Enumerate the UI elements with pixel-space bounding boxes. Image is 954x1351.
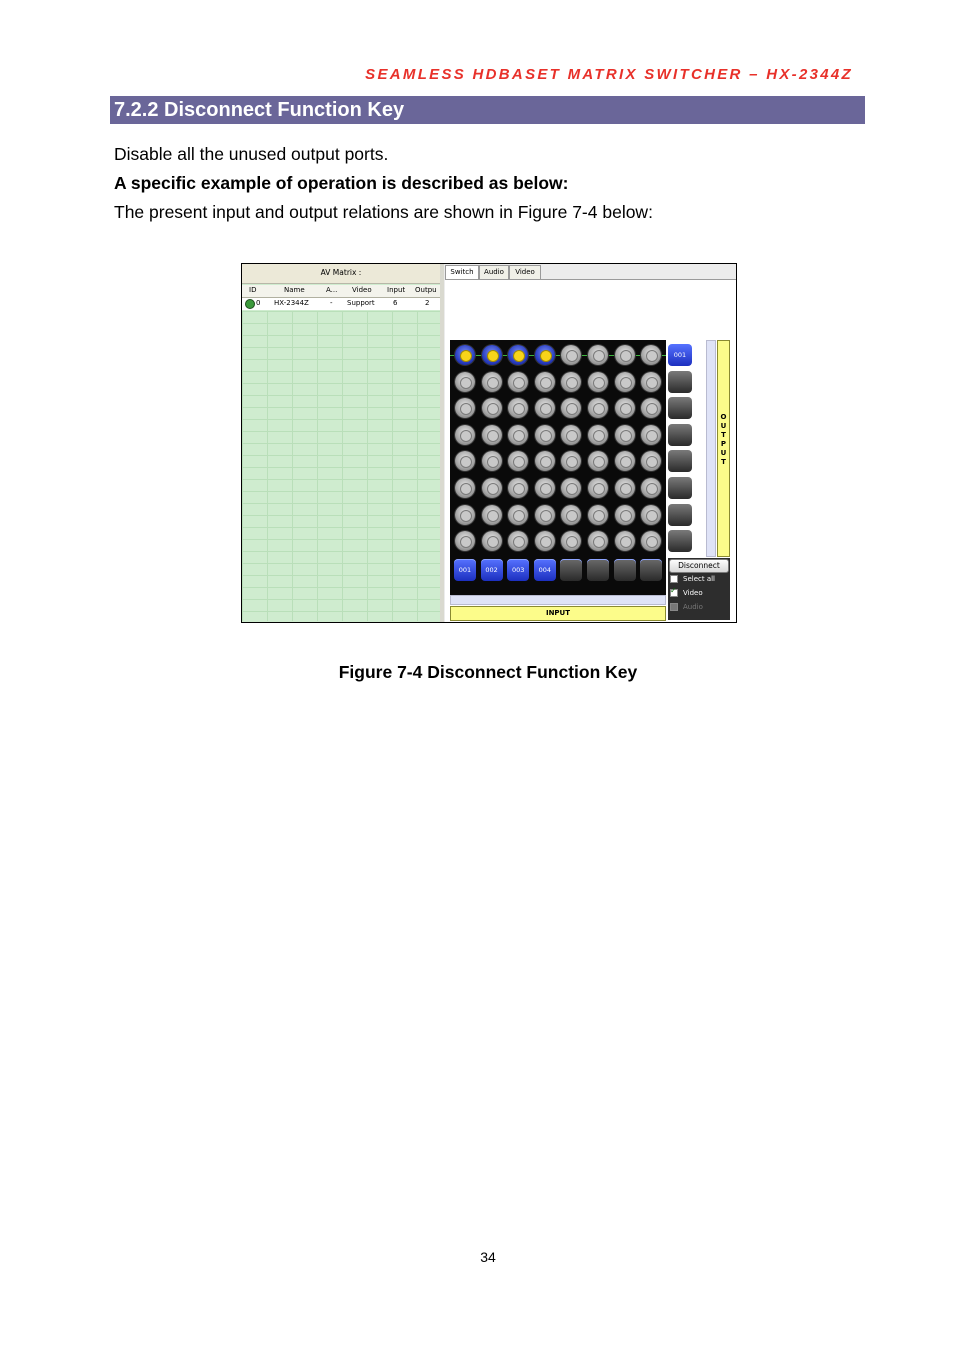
input-port-button[interactable]: 001: [454, 559, 476, 581]
crosspoint-button[interactable]: [482, 478, 502, 498]
output-port-button[interactable]: [668, 424, 692, 446]
crosspoint-button[interactable]: [535, 531, 555, 551]
crosspoint-button[interactable]: [455, 478, 475, 498]
crosspoint-button[interactable]: [482, 505, 502, 525]
cell-id: 0: [256, 299, 261, 307]
crosspoint-button[interactable]: [615, 372, 635, 392]
output-port-button[interactable]: 001: [668, 344, 692, 366]
output-port-button[interactable]: [668, 371, 692, 393]
crosspoint-button[interactable]: [455, 372, 475, 392]
crosspoint-button[interactable]: [508, 531, 528, 551]
column-header[interactable]: Video: [352, 286, 372, 294]
crosspoint-button[interactable]: [482, 425, 502, 445]
output-label-letter: P: [720, 440, 727, 448]
output-label-letter: U: [720, 422, 727, 430]
crosspoint-button[interactable]: [641, 398, 661, 418]
crosspoint-button[interactable]: [508, 398, 528, 418]
crosspoint-button[interactable]: [561, 372, 581, 392]
crosspoint-button-active[interactable]: [455, 345, 475, 365]
output-port-button[interactable]: [668, 450, 692, 472]
crosspoint-button-active[interactable]: [508, 345, 528, 365]
tab-audio[interactable]: Audio: [479, 265, 509, 279]
body-paragraph-bold: A specific example of operation is described as below:: [114, 173, 569, 193]
status-icon: [245, 299, 255, 309]
video-checkbox[interactable]: ✓Video: [670, 589, 703, 597]
panel-title: AV Matrix :: [242, 264, 440, 284]
output-label-letter: O: [720, 413, 727, 421]
panel-splitter[interactable]: [440, 264, 444, 622]
table-header: [242, 285, 440, 298]
cell-input: 6: [393, 299, 398, 307]
column-header[interactable]: A...: [326, 286, 338, 294]
output-label-letter: T: [721, 431, 726, 439]
crosspoint-button[interactable]: [508, 425, 528, 445]
input-port-button[interactable]: [614, 559, 636, 581]
column-header[interactable]: Outpu: [415, 286, 437, 294]
crosspoint-button[interactable]: [482, 531, 502, 551]
input-axis-label: INPUT: [450, 606, 666, 621]
crosspoint-button-active[interactable]: [482, 345, 502, 365]
crosspoint-button[interactable]: [455, 451, 475, 471]
crosspoint-button[interactable]: [561, 451, 581, 471]
table-grid: [242, 311, 440, 621]
output-port-button[interactable]: [668, 530, 692, 552]
output-port-button[interactable]: [668, 504, 692, 526]
crosspoint-button[interactable]: [641, 451, 661, 471]
software-screenshot-figure: [241, 263, 737, 623]
input-port-button[interactable]: [587, 559, 609, 581]
table-row[interactable]: [242, 298, 440, 310]
crosspoint-button[interactable]: [588, 478, 608, 498]
crosspoint-button[interactable]: [641, 372, 661, 392]
crosspoint-button[interactable]: [561, 478, 581, 498]
crosspoint-button-active[interactable]: [535, 345, 555, 365]
crosspoint-button[interactable]: [508, 505, 528, 525]
column-header[interactable]: Input: [387, 286, 406, 294]
crosspoint-button[interactable]: [561, 398, 581, 418]
page-number: 34: [480, 1249, 496, 1265]
output-label-letter: U: [720, 449, 727, 457]
crosspoint-button[interactable]: [561, 505, 581, 525]
crosspoint-button[interactable]: [588, 425, 608, 445]
control-panel: [668, 558, 730, 620]
crosspoint-button[interactable]: [508, 372, 528, 392]
disconnect-button[interactable]: Disconnect: [669, 559, 729, 573]
output-label-letter: T: [721, 458, 726, 466]
cell-output: 2: [425, 299, 430, 307]
crosspoint-button[interactable]: [615, 398, 635, 418]
crosspoint-button[interactable]: [535, 478, 555, 498]
tab-video[interactable]: Video: [509, 265, 541, 279]
crosspoint-button[interactable]: [588, 451, 608, 471]
crosspoint-button[interactable]: [508, 478, 528, 498]
crosspoint-button[interactable]: [588, 398, 608, 418]
section-heading: 7.2.2 Disconnect Function Key: [110, 96, 865, 124]
column-header[interactable]: ID: [249, 286, 257, 294]
crosspoint-button[interactable]: [455, 531, 475, 551]
switch-matrix: [450, 340, 666, 595]
cell-name: HX-2344Z: [274, 299, 309, 307]
input-port-button[interactable]: [640, 559, 662, 581]
crosspoint-button[interactable]: [615, 425, 635, 445]
crosspoint-button[interactable]: [535, 425, 555, 445]
crosspoint-button[interactable]: [615, 345, 635, 365]
cell-video: Support: [347, 299, 375, 307]
crosspoint-button[interactable]: [482, 398, 502, 418]
cell-a: -: [330, 299, 333, 307]
crosspoint-button[interactable]: [615, 531, 635, 551]
crosspoint-button[interactable]: [535, 398, 555, 418]
crosspoint-button[interactable]: [641, 425, 661, 445]
input-port-button[interactable]: [560, 559, 582, 581]
crosspoint-button[interactable]: [482, 451, 502, 471]
crosspoint-button[interactable]: [561, 345, 581, 365]
tab-switch[interactable]: Switch: [445, 265, 479, 280]
crosspoint-button[interactable]: [588, 345, 608, 365]
output-port-button[interactable]: [668, 397, 692, 419]
crosspoint-button[interactable]: [535, 451, 555, 471]
figure-caption: Figure 7-4 Disconnect Function Key: [338, 662, 638, 682]
body-paragraph: Disable all the unused output ports.: [114, 144, 389, 164]
crosspoint-button[interactable]: [535, 505, 555, 525]
crosspoint-button[interactable]: [535, 372, 555, 392]
crosspoint-button[interactable]: [455, 425, 475, 445]
output-port-button[interactable]: [668, 477, 692, 499]
input-port-button[interactable]: 004: [534, 559, 556, 581]
audio-checkbox: Audio: [670, 603, 703, 611]
body-paragraph: The present input and output relations are shown in Figure 7-4 below:: [114, 202, 653, 222]
running-header: SEAMLESS HDBASET MATRIX SWITCHER – HX-2344Z: [365, 66, 853, 83]
crosspoint-button[interactable]: [455, 398, 475, 418]
vertical-scrollbar[interactable]: [706, 340, 716, 557]
input-port-button[interactable]: 002: [481, 559, 503, 581]
crosspoint-button[interactable]: [615, 505, 635, 525]
input-port-button[interactable]: 003: [507, 559, 529, 581]
crosspoint-button[interactable]: [588, 505, 608, 525]
horizontal-scrollbar[interactable]: [450, 595, 666, 605]
crosspoint-button[interactable]: [588, 372, 608, 392]
crosspoint-button[interactable]: [641, 531, 661, 551]
select-all-checkbox[interactable]: Select all: [670, 575, 715, 583]
device-list-panel: [242, 264, 441, 622]
output-axis-label: [717, 340, 730, 557]
crosspoint-button[interactable]: [615, 478, 635, 498]
crosspoint-button[interactable]: [588, 531, 608, 551]
crosspoint-button[interactable]: [508, 451, 528, 471]
crosspoint-button[interactable]: [615, 451, 635, 471]
crosspoint-button[interactable]: [641, 478, 661, 498]
crosspoint-button[interactable]: [455, 505, 475, 525]
crosspoint-button[interactable]: [482, 372, 502, 392]
crosspoint-button[interactable]: [561, 425, 581, 445]
crosspoint-button[interactable]: [641, 345, 661, 365]
crosspoint-button[interactable]: [561, 531, 581, 551]
column-header[interactable]: Name: [284, 286, 305, 294]
crosspoint-button[interactable]: [641, 505, 661, 525]
